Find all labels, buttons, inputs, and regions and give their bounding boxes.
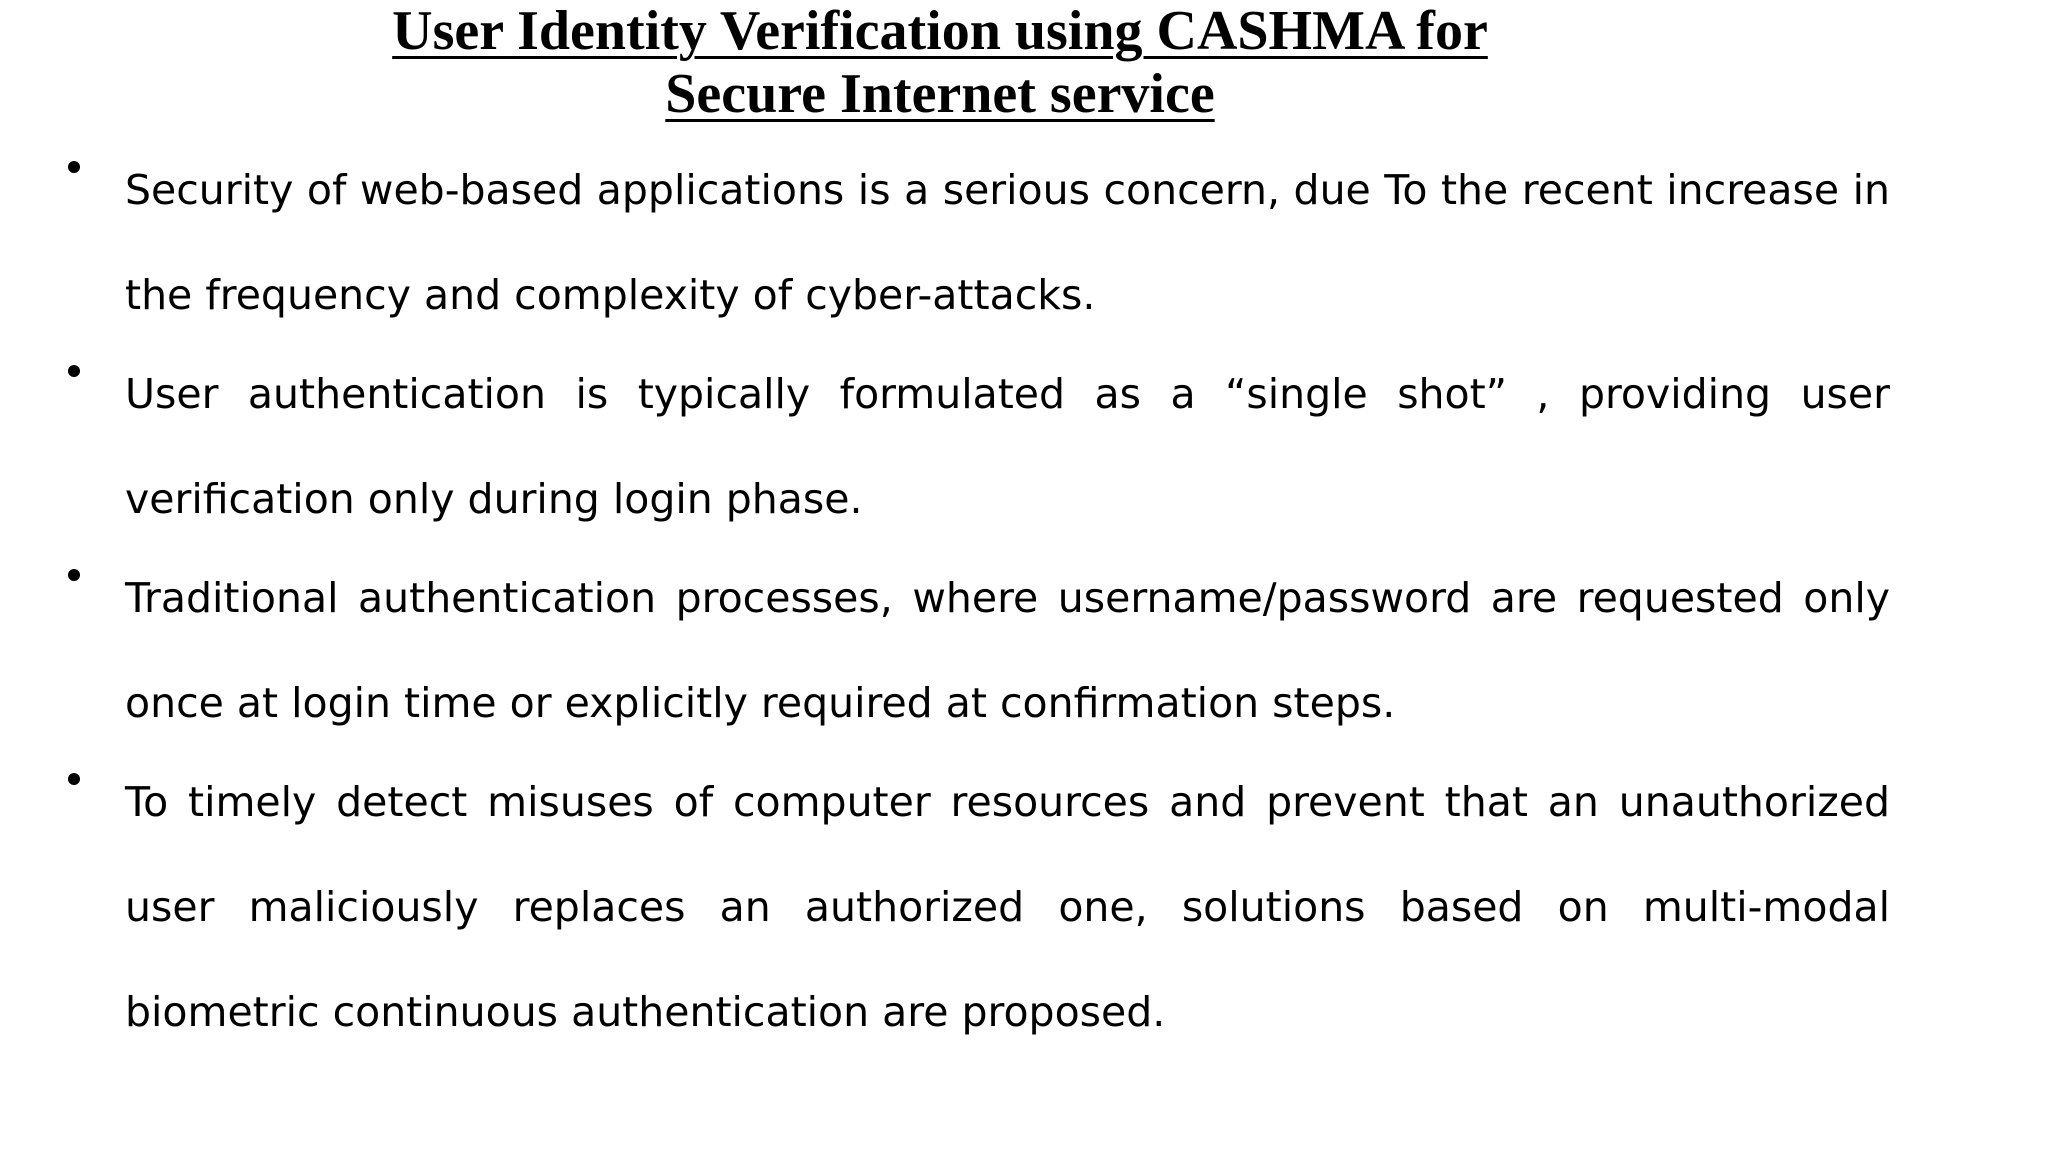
bullet-dot-icon xyxy=(68,773,80,785)
title-line-1: User Identity Verification using CASHMA for xyxy=(392,0,1488,62)
bullet-list xyxy=(0,165,2048,1086)
title-line-2: Secure Internet service xyxy=(665,63,1215,125)
bullet-item xyxy=(0,138,1890,348)
bullet-dot-icon xyxy=(68,569,80,581)
bullet-text: Security of web-based applications is a serious concern, due To the recent increase in the frequency and complexity of cyber-attacks. xyxy=(125,166,1890,319)
slide-title xyxy=(230,0,1650,126)
bullet-dot-icon xyxy=(68,365,80,377)
bullet-item xyxy=(0,342,1890,552)
bullet-text: To timely detect misuses of computer resources and prevent that an unauthorized user maliciously replaces an authorized one, solutions based on multi-modal biometric continuous authentication are proposed. xyxy=(125,778,1890,1036)
bullet-item xyxy=(0,546,1890,756)
bullet-text: User authentication is typically formulated as a “single shot” , providing user verification only during login phase. xyxy=(125,370,1890,523)
bullet-text: Traditional authentication processes, where username/password are requested only once at login time or explicitly required at confirmation steps. xyxy=(125,574,1890,727)
bullet-item xyxy=(0,750,1890,1065)
bullet-dot-icon xyxy=(68,161,80,173)
